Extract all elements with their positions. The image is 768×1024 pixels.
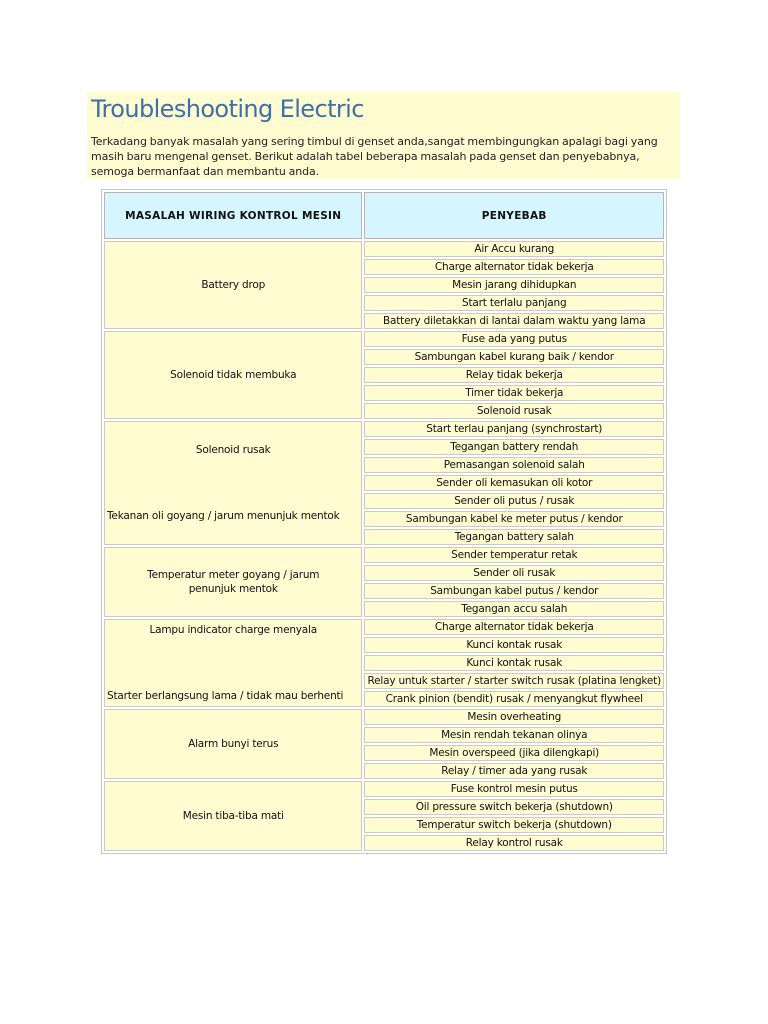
cause-cell: Sambungan kabel putus / kendor — [364, 583, 664, 599]
problem-label: Solenoid rusak — [195, 444, 271, 456]
problem-cell — [104, 241, 362, 329]
cause-cell: Kunci kontak rusak — [364, 637, 664, 653]
cause-cell: Charge alternator tidak bekerja — [364, 259, 664, 275]
cause-cell: Relay / timer ada yang rusak — [364, 763, 664, 779]
table-row — [104, 709, 664, 725]
cause-cell: Sender oli putus / rusak — [364, 493, 664, 509]
table-row — [104, 241, 664, 257]
problem-label: Starter berlangsung lama / tidak mau berhenti — [107, 690, 344, 702]
table-row — [104, 619, 664, 635]
problem-cell — [104, 421, 362, 545]
problem-label: Solenoid tidak membuka — [170, 369, 297, 381]
cause-cell: Sambungan kabel ke meter putus / kendor — [364, 511, 664, 527]
cause-cell: Relay untuk starter / starter switch rusak (platina lengket) — [364, 673, 664, 689]
problem-cell — [104, 331, 362, 419]
cause-cell: Mesin overheating — [364, 709, 664, 725]
cause-cell: Start terlau panjang (synchrostart) — [364, 421, 664, 437]
cause-cell: Charge alternator tidak bekerja — [364, 619, 664, 635]
troubleshooting-table — [101, 189, 667, 854]
cause-cell: Mesin jarang dihidupkan — [364, 277, 664, 293]
cause-cell: Fuse ada yang putus — [364, 331, 664, 347]
problem-cell — [104, 619, 362, 707]
table-body — [104, 241, 664, 851]
problem-cell — [104, 781, 362, 851]
problem-label: Lampu indicator charge menyala — [149, 624, 317, 636]
intro-box — [87, 92, 680, 179]
cause-cell: Pemasangan solenoid salah — [364, 457, 664, 473]
cause-cell: Sender oli rusak — [364, 565, 664, 581]
cause-cell: Timer tidak bekerja — [364, 385, 664, 401]
problem-label: Temperatur meter goyang / jarum penunjuk mentok — [147, 569, 320, 595]
table-row — [104, 547, 664, 563]
cause-cell: Relay kontrol rusak — [364, 835, 664, 851]
cause-cell: Tegangan battery rendah — [364, 439, 664, 455]
cause-cell: Sambungan kabel kurang baik / kendor — [364, 349, 664, 365]
cause-cell: Battery diletakkan di lantai dalam waktu yang lama — [364, 313, 664, 329]
cause-cell: Tegangan accu salah — [364, 601, 664, 617]
table-row — [104, 781, 664, 797]
header-problem: MASALAH WIRING KONTROL MESIN — [104, 192, 362, 239]
cause-cell: Sender temperatur retak — [364, 547, 664, 563]
problem-cell — [104, 547, 362, 617]
table-row — [104, 421, 664, 437]
cause-cell: Tegangan battery salah — [364, 529, 664, 545]
problem-label: Battery drop — [201, 279, 266, 291]
intro-paragraph: Terkadang banyak masalah yang sering timbul di genset anda,sangat membingungkan apalagi bagi yang masih baru mengenal genset. Berikut adalah tabel beberapa masalah pada genset dan penyebabnya, semoga bermanfaat dan membantu anda. — [91, 135, 658, 178]
problem-label: Mesin tiba-tiba mati — [182, 810, 284, 822]
cause-cell: Temperatur switch bekerja (shutdown) — [364, 817, 664, 833]
cause-cell: Mesin overspeed (jika dilengkapi) — [364, 745, 664, 761]
cause-cell: Air Accu kurang — [364, 241, 664, 257]
page-title: Troubleshooting Electric — [91, 95, 364, 123]
cause-cell: Crank pinion (bendit) rusak / menyangkut flywheel — [364, 691, 664, 707]
table-row — [104, 331, 664, 347]
cause-cell: Fuse kontrol mesin putus — [364, 781, 664, 797]
cause-cell: Kunci kontak rusak — [364, 655, 664, 671]
cause-cell: Solenoid rusak — [364, 403, 664, 419]
problem-label: Alarm bunyi terus — [188, 738, 279, 750]
cause-cell: Start terlalu panjang — [364, 295, 664, 311]
table-header-row — [104, 192, 664, 239]
problem-cell — [104, 709, 362, 779]
problem-label: Tekanan oli goyang / jarum menunjuk mentok — [107, 510, 340, 522]
cause-cell: Mesin rendah tekanan olinya — [364, 727, 664, 743]
cause-cell: Sender oli kemasukan oli kotor — [364, 475, 664, 491]
cause-cell: Oil pressure switch bekerja (shutdown) — [364, 799, 664, 815]
header-cause: PENYEBAB — [364, 192, 664, 239]
cause-cell: Relay tidak bekerja — [364, 367, 664, 383]
